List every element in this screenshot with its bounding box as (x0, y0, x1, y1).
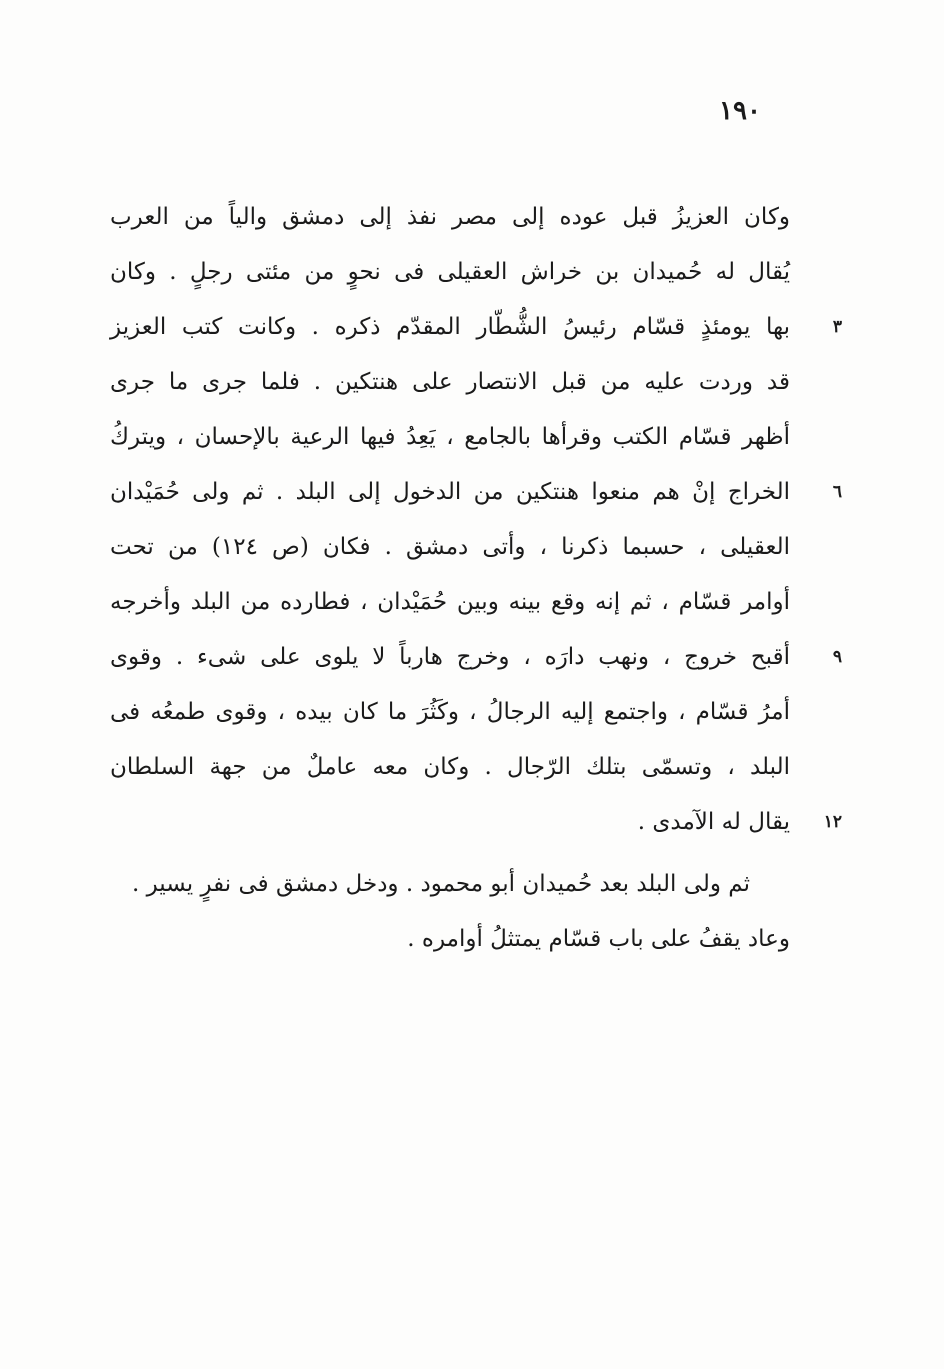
text-line (110, 575, 790, 630)
line-number: ٦ (832, 482, 842, 502)
line-text: ثم ولى البلد بعد حُميدان أبو محمود . ودخل دمشق فى نفرٍ يسير . (131, 871, 750, 897)
text-line (110, 912, 790, 967)
line-text: أوامر قسّام ، ثم إنه وقع بينه وبين حُمَيْدان ، فطارده من البلد وأخرجه (110, 589, 790, 615)
paragraph-1 (110, 190, 842, 850)
line-text: البلد ، وتسمّى بتلك الرّجال . وكان معه عاملٌ من جهة السلطان (110, 754, 790, 780)
text-line (110, 190, 790, 245)
line-text: الخراج إنْ هم منعوا هنتكين من الدخول إلى البلد . ثم ولى حُمَيْدان (110, 479, 790, 505)
line-text: قد وردت عليه من قبل الانتصار على هنتكين . فلما جرى ما جرى (110, 369, 790, 395)
line-text: أظهر قسّام الكتب وقرأها بالجامع ، يَعِدُ فيها الرعية بالإحسان ، ويتركُ (110, 424, 790, 450)
line-text: بها يومئذٍ قسّام رئيسُ الشُّطّار المقدّم ذكره . وكانت كتب العزيز (110, 314, 790, 340)
text-line (110, 300, 842, 355)
text-line (110, 410, 790, 465)
text-line (110, 465, 842, 520)
text-line (110, 630, 842, 685)
text-line (110, 520, 790, 575)
text-line (110, 685, 790, 740)
line-text: أمرُ قسّام ، واجتمع إليه الرجالُ ، وكَثُرَ ما كان بيده ، وقوى طمعُه فى (110, 699, 790, 725)
text-line (110, 740, 790, 795)
line-text: العقيلى ، حسبما ذكرنا ، وأتى دمشق . فكان (ص ١٢٤) من تحت (110, 534, 790, 560)
text-line (110, 857, 790, 912)
line-number: ٣ (832, 317, 842, 337)
paragraph-2 (110, 857, 790, 967)
line-text: يقال له الآمدى . (637, 809, 790, 835)
line-text: وعاد يقفُ على باب قسّام يمتثلُ أوامره . (407, 926, 790, 952)
line-text: وكان العزيزُ قبل عوده إلى مصر نفذ إلى دمشق والياً من العرب (110, 204, 790, 230)
line-text: يُقال له حُميدان بن خراش العقيلى فى نحوٍ من مئتى رجلٍ . وكان (110, 259, 790, 285)
page-number: ١٩٠ (719, 96, 761, 126)
line-number: ١٢ (823, 812, 842, 832)
text-line (110, 245, 790, 300)
text-line (110, 795, 842, 850)
line-number: ٩ (832, 647, 842, 667)
line-text: أقبح خروج ، ونهب دارَه ، وخرج هارباً لا يلوى على شىء . وقوى (110, 644, 790, 670)
text-line (110, 355, 790, 410)
